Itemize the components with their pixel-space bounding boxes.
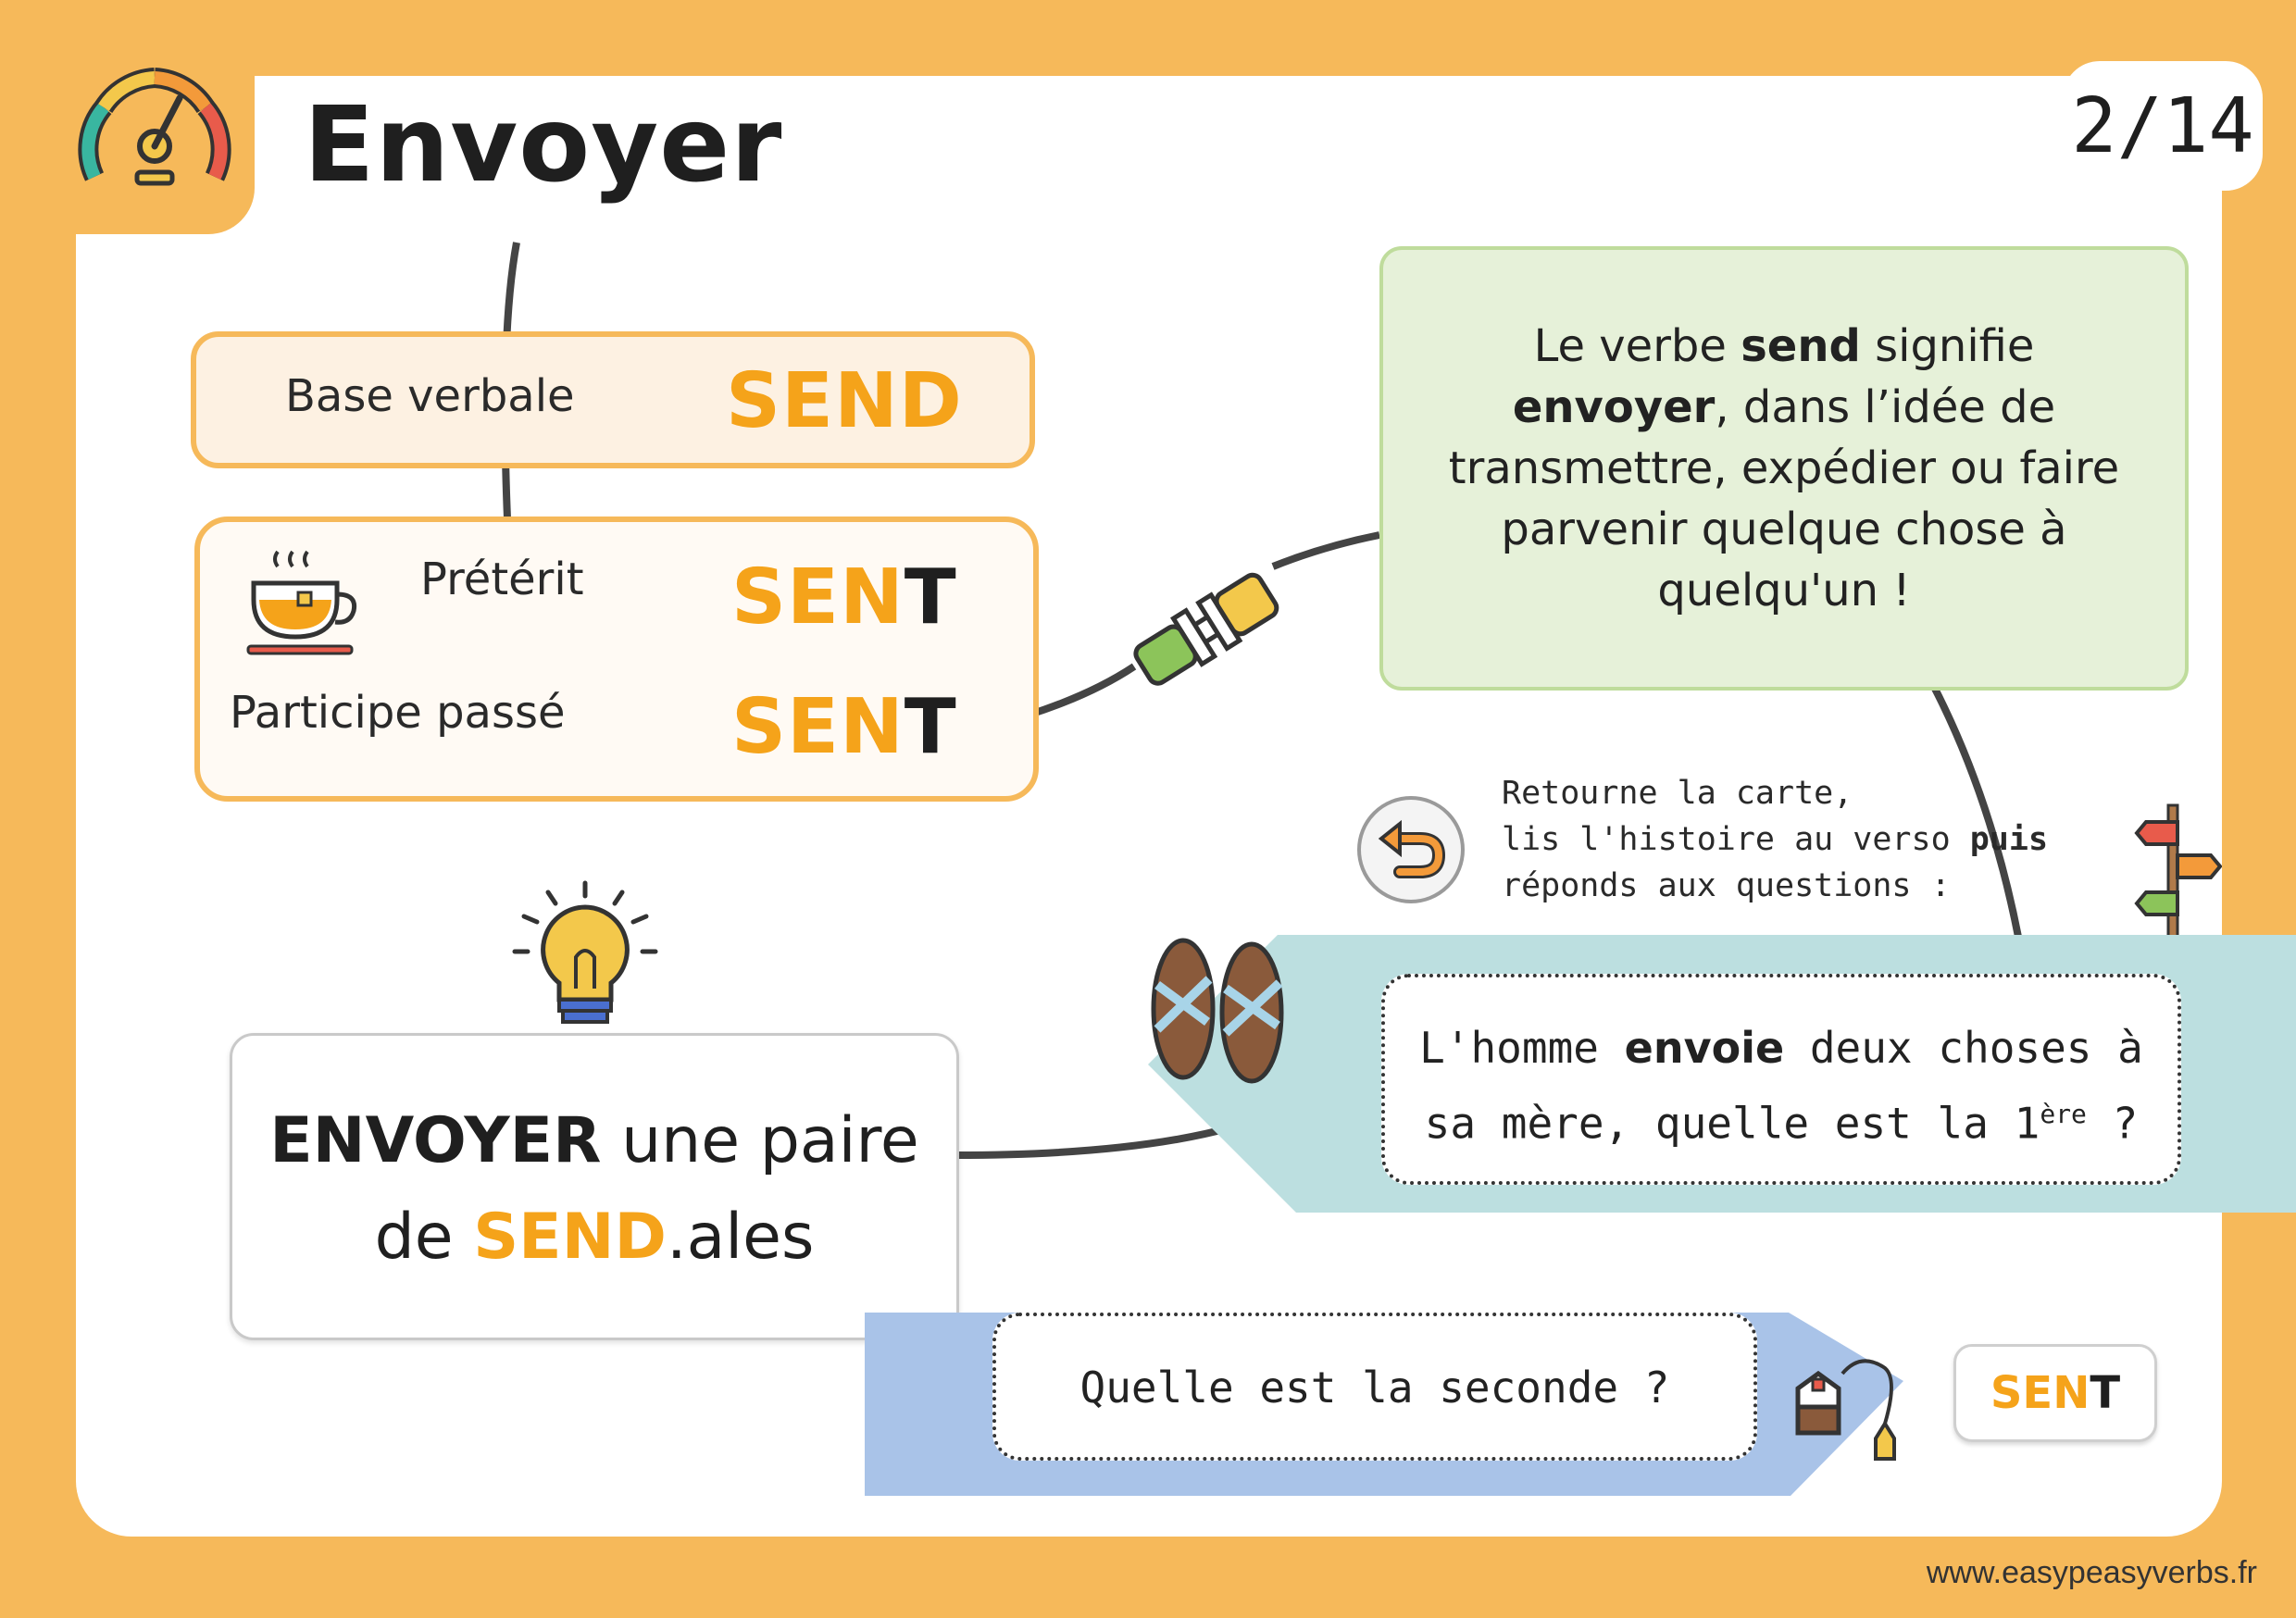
question-2-text: Quelle est la seconde ? — [1079, 1363, 1670, 1413]
question-1-text: L'homme envoie deux choses à sa mère, quelle est la 1ère ? — [1419, 1023, 2143, 1149]
page-title: Envoyer — [304, 85, 783, 205]
lightbulb-icon — [511, 879, 659, 1033]
speedometer-icon — [76, 61, 233, 200]
preterit-value: SENT — [731, 554, 957, 641]
definition-box — [1379, 246, 2189, 691]
page-counter: 2/14 — [2063, 61, 2263, 191]
question-2-box — [992, 1313, 1757, 1461]
mnemonic-box — [230, 1033, 959, 1340]
undo-arrow-icon[interactable] — [1354, 792, 1468, 907]
definition-text: Le verbe send signifie envoyer, dans l’idée de transmettre, expédier ou faire parvenir quelque chose à quelqu'un ! — [1448, 320, 2120, 616]
participle-value: SENT — [731, 683, 957, 771]
participle-label: Participe passé — [230, 687, 566, 739]
preterit-label: Prétérit — [420, 554, 584, 605]
signpost-icon — [2126, 802, 2222, 950]
sandals-icon — [1142, 933, 1296, 1090]
answer-button[interactable]: SEN T — [1953, 1344, 2157, 1442]
question-1-box — [1381, 974, 2181, 1185]
mnemonic-line-2: de SEND.ales — [374, 1201, 815, 1274]
instructions: Retourne la carte, lis l'histoire au verso puis réponds aux questions : — [1502, 775, 2049, 904]
tea-cup-icon — [243, 546, 363, 655]
base-form-label: Base verbale — [285, 370, 575, 422]
base-form-value: SEND — [726, 357, 963, 445]
plug-icon — [1111, 555, 1296, 694]
website-url[interactable]: www.easypeasyverbs.fr — [1926, 1555, 2257, 1590]
mnemonic-line-1: ENVOYER une paire — [269, 1104, 919, 1177]
teabag-icon — [1789, 1355, 1909, 1470]
